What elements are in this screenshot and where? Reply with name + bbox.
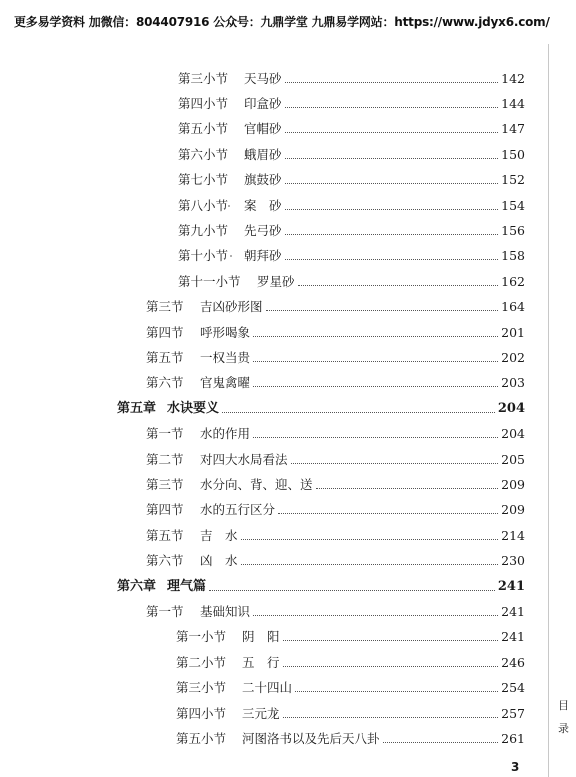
toc-entry-title: 吉凶砂形图 — [200, 299, 263, 314]
toc-entry-number: 第五节 — [146, 350, 184, 365]
side-label-lu: 录 — [558, 722, 569, 735]
toc-entry-number: 第四小节 — [176, 706, 227, 721]
toc-entry-page: 209 — [501, 502, 525, 517]
toc-entry — [146, 324, 525, 342]
toc-entry — [117, 578, 525, 596]
toc-entry-title: 水的作用 — [200, 426, 251, 441]
toc-entry-page: 261 — [501, 731, 525, 746]
toc-entry-title: 阴 阳 — [242, 629, 280, 644]
toc-dot-leader — [241, 539, 499, 540]
toc-entry-number: 第三节 — [146, 477, 184, 492]
toc-dot-leader — [278, 513, 498, 514]
toc-entry — [117, 400, 525, 418]
toc-entry-page: 204 — [501, 426, 525, 441]
toc-dot-leader — [285, 132, 499, 133]
toc-entry-page: 164 — [501, 299, 525, 314]
toc-entry — [176, 628, 525, 646]
toc-entry-title: 水的五行区分 — [200, 502, 276, 517]
toc-entry-page: 142 — [501, 71, 525, 86]
toc-entry-title: 罗星砂 — [257, 274, 295, 289]
toc-dot-leader — [316, 488, 499, 489]
toc-entry-title: 天马砂 — [244, 71, 282, 86]
toc-entry-page: 241 — [497, 579, 525, 594]
toc-entry — [146, 527, 525, 545]
toc-entry-number: 第五小节 — [176, 731, 227, 746]
toc-dot-leader — [253, 336, 498, 337]
toc-entry-page: 203 — [501, 375, 525, 390]
toc-entry-title: 水诀要义 — [167, 401, 220, 416]
toc-entry-page: 150 — [501, 147, 525, 162]
toc-entry-number: 第四小节 — [178, 96, 229, 111]
toc-dot-leader — [253, 386, 498, 387]
toc-entry-number: 第四节 — [146, 502, 184, 517]
toc-dot-leader — [283, 666, 499, 667]
toc-entry-number: 第四节 — [146, 325, 184, 340]
toc-entry — [146, 501, 525, 519]
toc-entry-page: 254 — [501, 680, 525, 695]
toc-entry-number: 第六章 — [117, 579, 157, 594]
toc-entry — [178, 222, 525, 240]
toc-entry-title: 对四大水局看法 — [200, 452, 288, 467]
toc-dot-leader — [253, 437, 498, 438]
toc-dot-leader — [285, 259, 499, 260]
toc-entry-title: 官帽砂 — [244, 121, 282, 136]
toc-entry-title: 印盒砂 — [244, 96, 282, 111]
toc-dot-leader — [222, 412, 495, 413]
toc-entry-page: 156 — [501, 223, 525, 238]
toc-dot-leader — [285, 158, 499, 159]
toc-entry-page: 246 — [501, 655, 525, 670]
toc-entry — [176, 730, 525, 748]
toc-entry-number: 第二节 — [146, 452, 184, 467]
toc-entry — [176, 705, 525, 723]
toc-entry — [178, 70, 525, 88]
toc-entry-page: 205 — [501, 452, 525, 467]
toc-dot-leader — [241, 564, 499, 565]
toc-entry-number: 第七小节 — [178, 172, 229, 187]
toc-entry-number: 第八小节 — [178, 198, 229, 213]
toc-dot-leader — [285, 107, 499, 108]
toc-entry-number: 第三节 — [146, 299, 184, 314]
toc-entry-title: 呼形喝象 — [200, 325, 251, 340]
toc-entry-page: 144 — [501, 96, 525, 111]
toc-entry — [146, 425, 525, 443]
toc-entry — [146, 603, 525, 621]
page-number: 3 — [511, 760, 520, 774]
toc-entry-number: 第五节 — [146, 528, 184, 543]
toc-dot-leader — [291, 463, 499, 464]
toc-dot-leader — [209, 590, 495, 591]
toc-entry-title: 蛾眉砂 — [244, 147, 282, 162]
toc-entry-title: 河图洛书以及先后天八卦 — [242, 731, 380, 746]
toc-dot-leader — [285, 82, 499, 83]
toc-entry-number: 第十小节 — [178, 248, 229, 263]
toc-entry-number: 第二小节 — [176, 655, 227, 670]
toc-entry-title: 三元龙 — [242, 706, 280, 721]
toc-entry — [146, 298, 525, 316]
toc-entry — [178, 95, 525, 113]
toc-entry — [146, 476, 525, 494]
toc-entry — [178, 146, 525, 164]
toc-entry — [176, 679, 525, 697]
toc-dot-leader — [295, 691, 498, 692]
toc-entry — [178, 197, 525, 215]
toc-entry — [178, 273, 525, 291]
toc-entry-title: 旗鼓砂 — [244, 172, 282, 187]
toc-dot-leader — [266, 310, 499, 311]
toc-entry-page: 202 — [501, 350, 525, 365]
toc-entry-title: 理气篇 — [167, 579, 207, 594]
toc-entry-page: 152 — [501, 172, 525, 187]
toc-entry-page: 241 — [501, 629, 525, 644]
toc-entry-title: 基础知识 — [200, 604, 251, 619]
toc-entry-number: 第五章 — [117, 401, 157, 416]
side-label-mu: 目 — [558, 699, 569, 712]
scan-speck — [230, 255, 232, 257]
toc-entry-number: 第九小节 — [178, 223, 229, 238]
toc-entry-title: 吉 水 — [200, 528, 238, 543]
toc-entry-number: 第五小节 — [178, 121, 229, 136]
toc-entry-title: 凶 水 — [200, 553, 238, 568]
toc-entry-page: 214 — [501, 528, 525, 543]
toc-entry-title: 二十四山 — [242, 680, 293, 695]
toc-dot-leader — [283, 717, 499, 718]
toc-entry-number: 第一节 — [146, 426, 184, 441]
toc-entry-title: 官鬼禽曜 — [200, 375, 251, 390]
toc-entry-page: 147 — [501, 121, 525, 136]
toc-entry — [176, 654, 525, 672]
toc-entry-number: 第一节 — [146, 604, 184, 619]
toc-entry-title: 五 行 — [242, 655, 280, 670]
toc-entry-page: 201 — [501, 325, 525, 340]
toc-entry-number: 第六节 — [146, 553, 184, 568]
toc-entry-page: 230 — [501, 553, 525, 568]
toc-entry-page: 158 — [501, 248, 525, 263]
toc-dot-leader — [298, 285, 499, 286]
toc-entry-page: 154 — [501, 198, 525, 213]
toc-entry — [178, 171, 525, 189]
watermark-header: 更多易学资料 加微信：804407916 公众号：九鼎学堂 九鼎易学网站：https://www.jdyx6.com/ — [14, 15, 550, 29]
toc-entry-page: 241 — [501, 604, 525, 619]
toc-entry-title: 先弓砂 — [244, 223, 282, 238]
toc-dot-leader — [253, 361, 498, 362]
page-edge-line — [548, 44, 549, 777]
toc-entry-number: 第六节 — [146, 375, 184, 390]
toc-entry — [146, 552, 525, 570]
toc-entry-page: 257 — [501, 706, 525, 721]
toc-dot-leader — [283, 640, 499, 641]
toc-entry — [146, 349, 525, 367]
toc-entry — [146, 374, 525, 392]
toc-entry-number: 第三小节 — [178, 71, 229, 86]
toc-entry-title: 朝拜砂 — [244, 248, 282, 263]
toc-dot-leader — [253, 615, 498, 616]
scan-speck — [228, 205, 230, 207]
toc-dot-leader — [285, 183, 499, 184]
toc-entry-page: 209 — [501, 477, 525, 492]
toc-entry-page: 162 — [501, 274, 525, 289]
toc-entry-title: 案 砂 — [244, 198, 282, 213]
toc-dot-leader — [285, 234, 499, 235]
toc-entry-number: 第六小节 — [178, 147, 229, 162]
toc-entry-number: 第十一小节 — [178, 274, 241, 289]
toc-entry-number: 第一小节 — [176, 629, 227, 644]
toc-entry-title: 一权当贵 — [200, 350, 251, 365]
toc-entry-number: 第三小节 — [176, 680, 227, 695]
toc-dot-leader — [383, 742, 499, 743]
toc-entry — [146, 451, 525, 469]
toc-dot-leader — [285, 209, 499, 210]
toc-entry — [178, 120, 525, 138]
toc-entry-page: 204 — [497, 401, 525, 416]
toc-entry-title: 水分向、背、迎、送 — [200, 477, 313, 492]
